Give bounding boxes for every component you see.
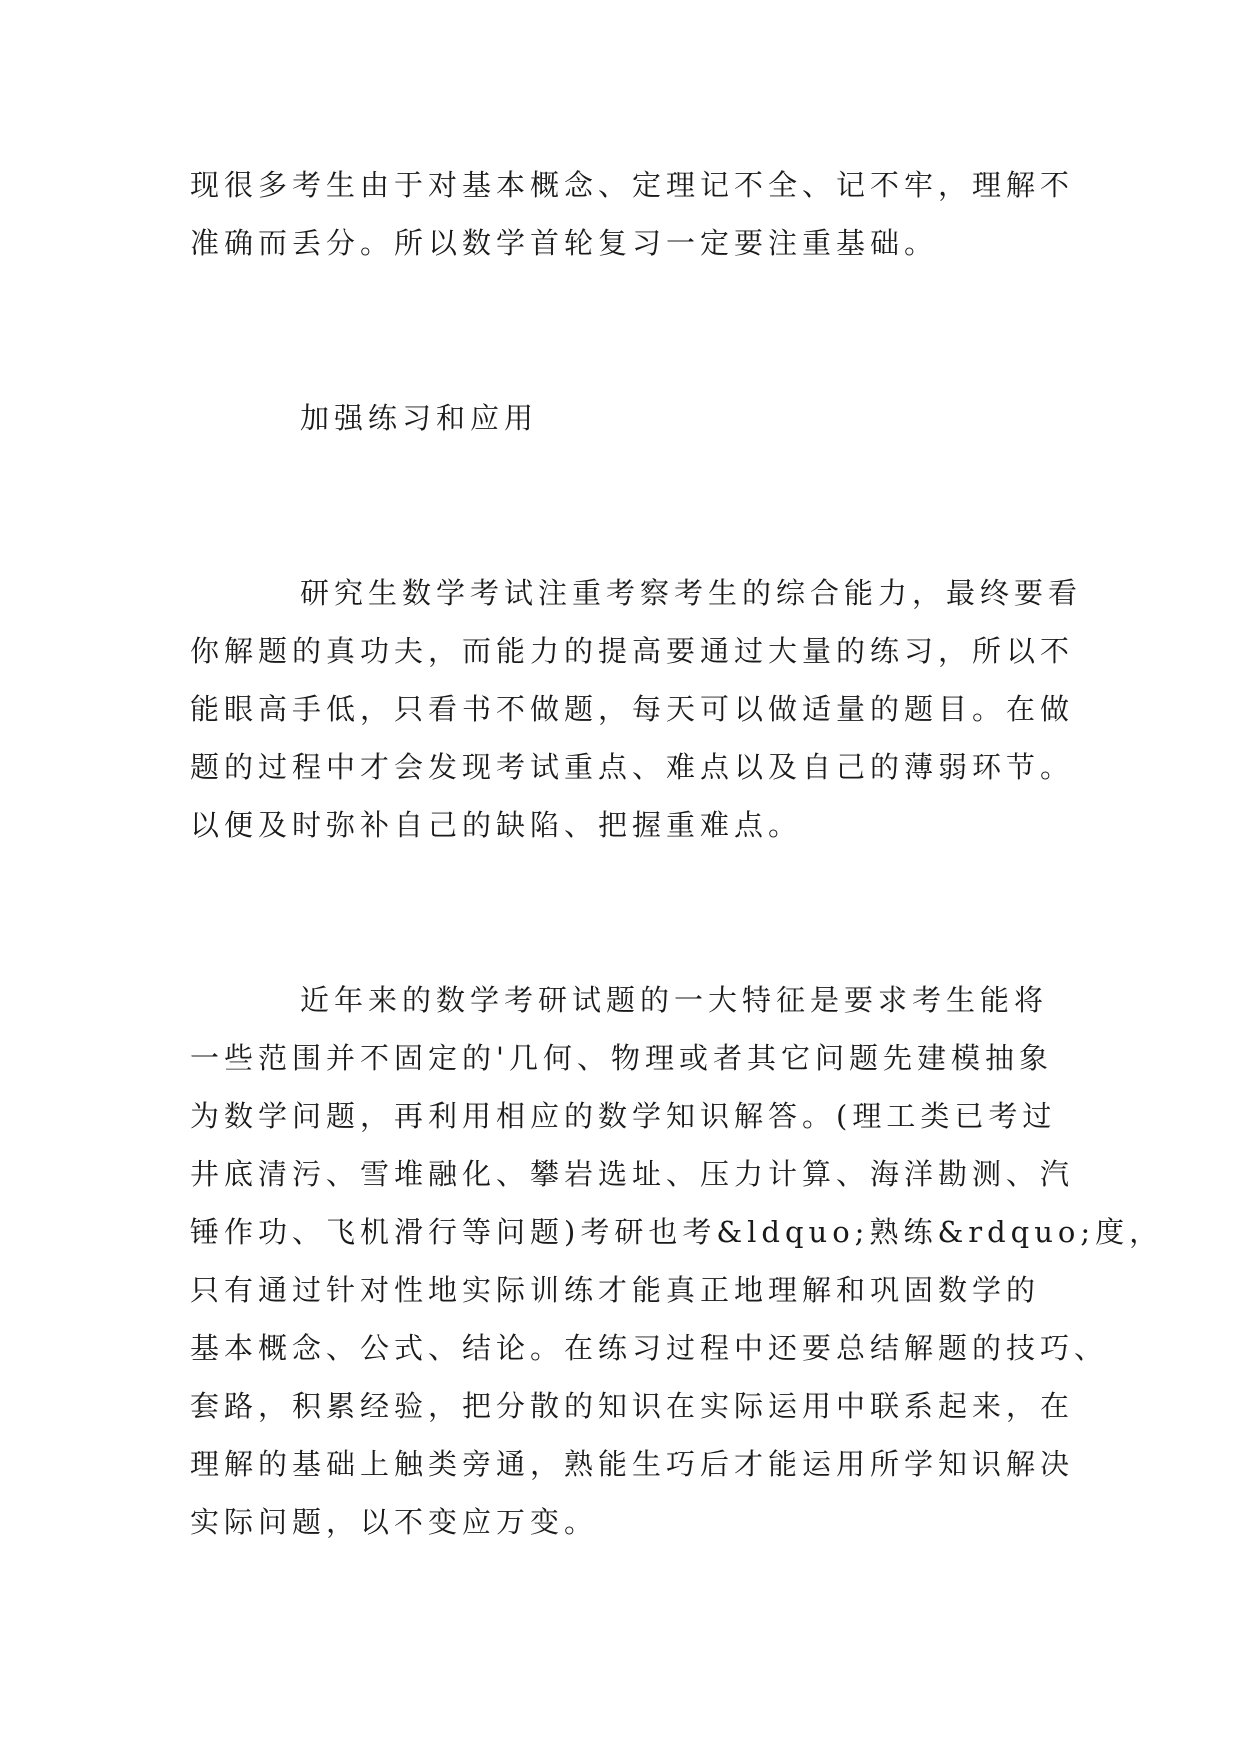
text-line: 题的过程中才会发现考试重点、难点以及自己的薄弱环节。 xyxy=(190,750,1075,784)
text-line: 能眼高手低，只看书不做题，每天可以做适量的题目。在做 xyxy=(190,692,1075,726)
text-line: 近年来的数学考研试题的一大特征是要求考生能将 xyxy=(300,983,1049,1017)
text-line: 基本概念、公式、结论。在练习过程中还要总结解题的技巧、 xyxy=(190,1331,1109,1365)
text-line: 锤作功、飞机滑行等问题)考研也考&ldquo;熟练&rdquo;度， xyxy=(190,1215,1164,1249)
text-line: 实际问题，以不变应万变。 xyxy=(190,1505,599,1539)
text-line: 现很多考生由于对基本概念、定理记不全、记不牢，理解不 xyxy=(190,168,1075,202)
text-line: 理解的基础上触类旁通，熟能生巧后才能运用所学知识解决 xyxy=(190,1447,1075,1481)
text-line: 套路，积累经验，把分散的知识在实际运用中联系起来，在 xyxy=(190,1389,1075,1423)
text-line: 井底清污、雪堆融化、攀岩选址、压力计算、海洋勘测、汽 xyxy=(190,1157,1075,1191)
text-line: 只有通过针对性地实际训练才能真正地理解和巩固数学的 xyxy=(190,1273,1041,1307)
text-line: 一些范围并不固定的'几何、物理或者其它问题先建模抽象 xyxy=(190,1041,1053,1075)
text-line: 以便及时弥补自己的缺陷、把握重难点。 xyxy=(190,808,803,842)
section-heading: 加强练习和应用 xyxy=(300,401,539,435)
text-line: 你解题的真功夫，而能力的提高要通过大量的练习，所以不 xyxy=(190,634,1075,668)
text-line: 准确而丢分。所以数学首轮复习一定要注重基础。 xyxy=(190,226,939,260)
text-line: 为数学问题，再利用相应的数学知识解答。(理工类已考过 xyxy=(190,1099,1057,1133)
text-line: 研究生数学考试注重考察考生的综合能力，最终要看 xyxy=(300,576,1083,610)
